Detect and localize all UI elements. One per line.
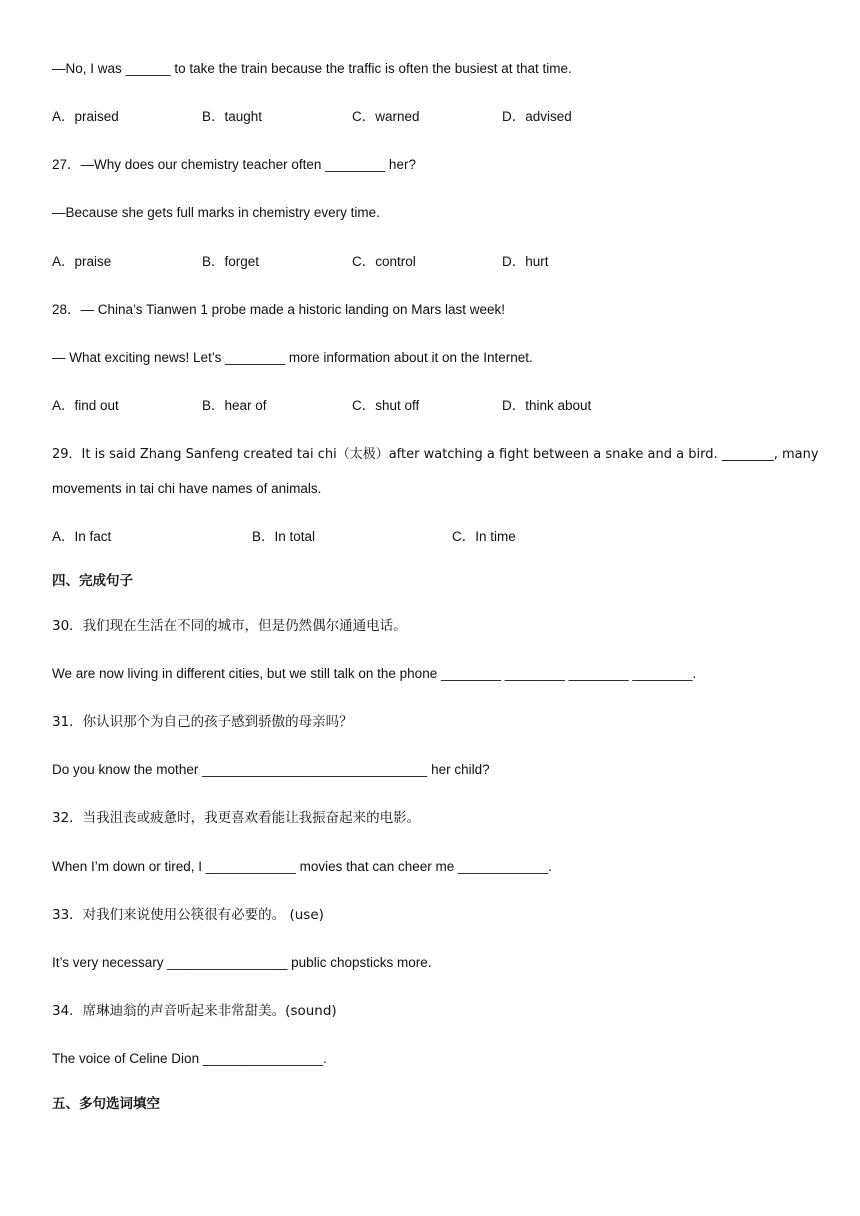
option-a: A．praised <box>52 109 119 124</box>
q29-question: 29．It is said Zhang Sanfeng created tai chi（太极）after watching a fight between a snake and a bird. ________, many <box>52 447 819 462</box>
q33-chinese: 33．对我们来说使用公筷很有必要的。 (use) <box>52 907 324 923</box>
q31-chinese: 31．你认识那个为自己的孩子感到骄傲的母亲吗？ <box>52 714 353 730</box>
q26-answer-line: —No, I was ______ to take the train because the traffic is often the busiest at that time. <box>52 61 572 76</box>
option-b: B．In total <box>252 529 316 544</box>
q29-question-cont: movements in tai chi have names of animals. <box>52 481 322 496</box>
option-c: C．shut off <box>352 398 420 413</box>
option-a: A．find out <box>52 398 119 413</box>
q27-answer-line: —Because she gets full marks in chemistry every time. <box>52 205 380 220</box>
q27-question: 27．—Why does our chemistry teacher often ________ her? <box>52 157 416 172</box>
option-d: D．think about <box>502 398 592 413</box>
option-d: D．hurt <box>502 254 549 269</box>
option-b: B．hear of <box>202 398 267 413</box>
option-c: C．warned <box>352 109 420 124</box>
q30-english: We are now living in different cities, but we still talk on the phone ________ ________ ________ ________. <box>52 666 697 681</box>
q32-english: When I’m down or tired, I ____________ movies that can cheer me ____________. <box>52 859 552 874</box>
q34-english: The voice of Celine Dion ________________. <box>52 1051 327 1066</box>
q34-chinese: 34．席琳迪翁的声音听起来非常甜美。(sound) <box>52 1003 337 1019</box>
option-b: B．taught <box>202 109 263 124</box>
option-c: C．In time <box>452 529 516 544</box>
q31-english: Do you know the mother ______________________________ her child? <box>52 762 490 777</box>
q28-question: 28．— China’s Tianwen 1 probe made a historic landing on Mars last week! <box>52 302 505 317</box>
q30-chinese: 30．我们现在生活在不同的城市，但是仍然偶尔通通电话。 <box>52 618 407 634</box>
option-d: D．advised <box>502 109 572 124</box>
option-c: C．control <box>352 254 416 269</box>
q32-chinese: 32．当我沮丧或疲惫时，我更喜欢看能让我振奋起来的电影。 <box>52 810 421 826</box>
q28-answer-line: — What exciting news! Let’s ________ more information about it on the Internet. <box>52 350 533 365</box>
option-a: A．praise <box>52 254 112 269</box>
option-a: A．In fact <box>52 529 112 544</box>
section-5-heading: 五、多句选词填空 <box>52 1096 160 1112</box>
q33-english: It’s very necessary ________________ public chopsticks more. <box>52 955 432 970</box>
option-b: B．forget <box>202 254 260 269</box>
section-4-heading: 四、完成句子 <box>52 573 133 589</box>
